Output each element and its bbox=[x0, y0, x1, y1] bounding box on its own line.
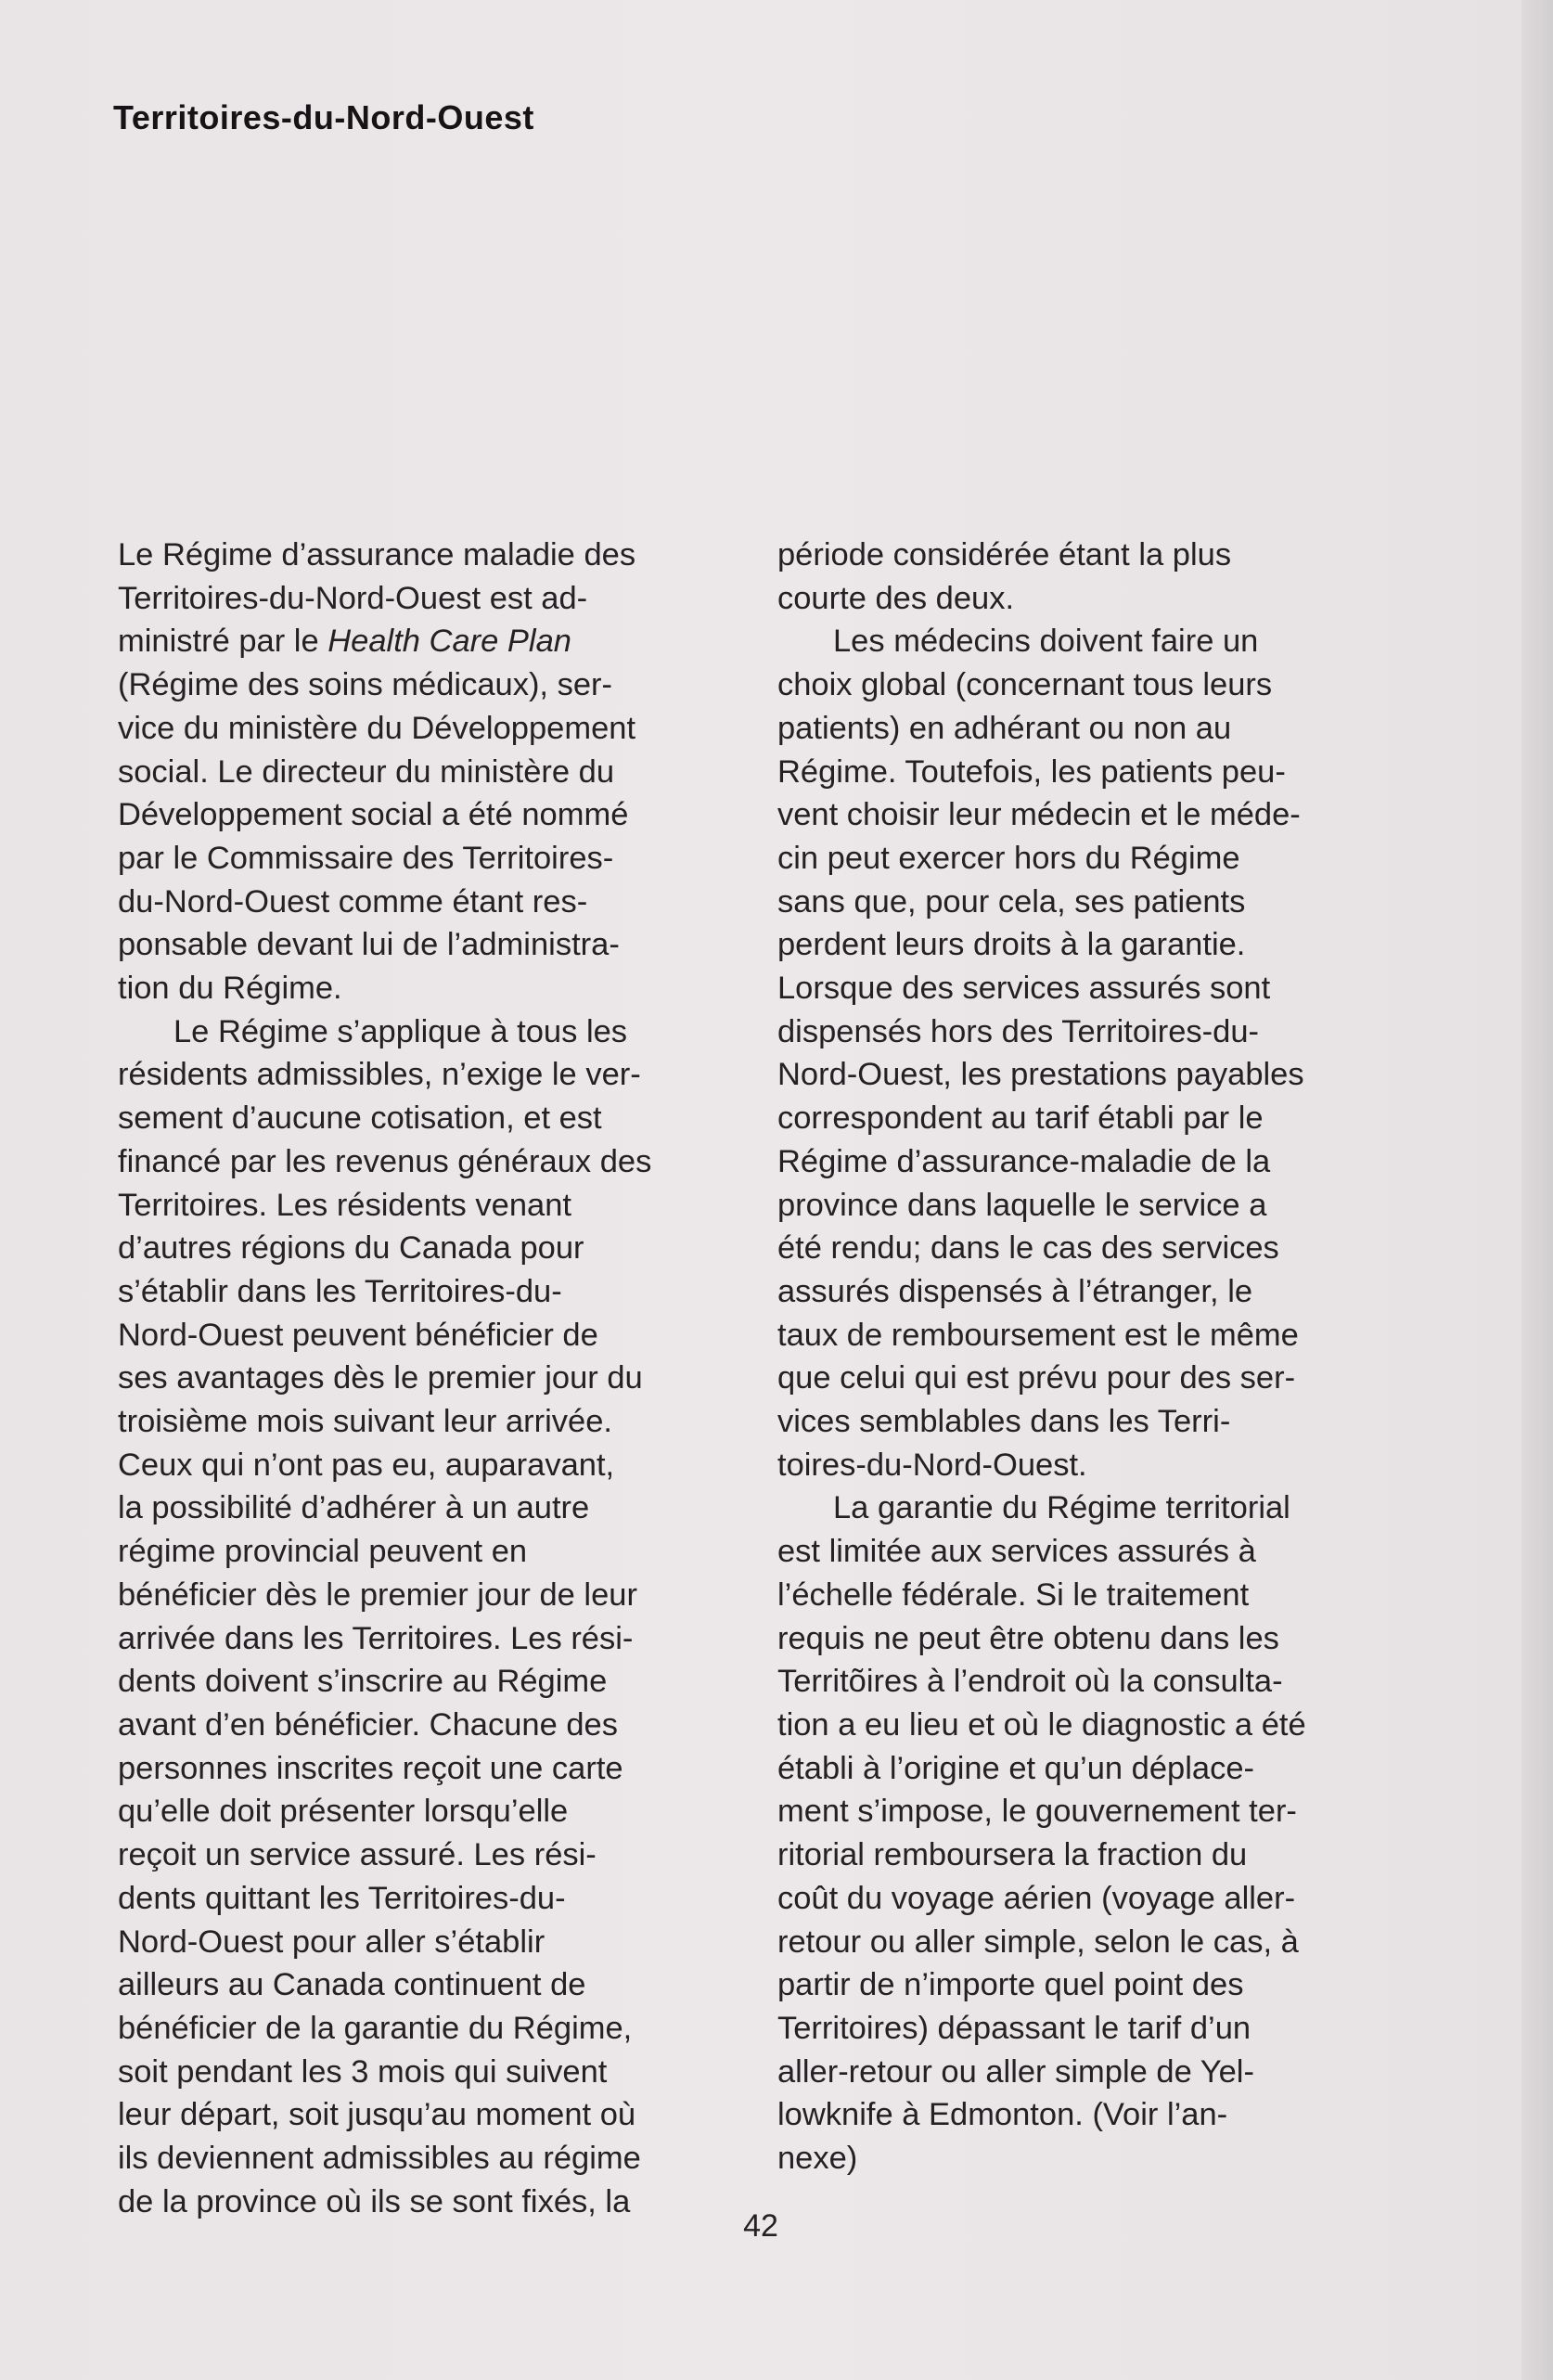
italic-title: Health Care Plan bbox=[327, 624, 571, 660]
page-number: 42 bbox=[743, 2208, 778, 2244]
text-run: (Régime des soins médicaux), ser- vice du ministère du Développement social. Le directeur du ministère du Développement social a été nommé par le Commissaire des Territoires- du-Nord-Ouest comme étant res- ponsable devant lui de l’administra- tion du Régime. bbox=[118, 667, 636, 1007]
running-head: Territoires-du-Nord-Ouest bbox=[113, 98, 534, 136]
page-edge-shadow bbox=[1521, 0, 1553, 2380]
left-column bbox=[118, 534, 749, 2223]
paragraph: période considérée étant la plus courte des deux. bbox=[777, 537, 1232, 616]
paragraph: Les médecins doivent faire un choix global (concernant tous leurs patients) en adhérant ou non au Régime. Toutefois, les patients peu- vent choisir leur médecin et le méde- cin peut exercer hors du Régime sans que, pour cela, ses patients perdent leurs droits à la garantie. Lorsque des services assurés sont dispensés hors des Territoires-du- Nord-Ouest, les prestations payables correspondent au tarif établi par le Régime d’assurance-maladie de la province dans laquelle le service a été rendu; dans le cas des services assurés dispensés à l’étranger, le taux de remboursement est le même que celui qui est prévu pour des ser- vices semblables dans les Terri- toires-du-Nord-Ouest. bbox=[777, 624, 1304, 1483]
paragraph: Le Régime s’applique à tous les résidents admissibles, n’exige le ver- sement d’aucune cotisation, et est financé par les revenus généraux des Territoires. Les résidents venant d’autres régions du Canada pour s’établir dans les Territoires-du- Nord-Ouest peuvent bénéficier de ses avantages dès le premier jour du troisième mois suivant leur arrivée. Ceux qui n’ont pas eu, auparavant, la possibilité d’adhérer à un autre régime provincial peuvent en bénéficier dès le premier jour de leur arrivée dans les Territoires. Les rési- dents doivent s’inscrire au Régime avant d’en bénéficier. Chacune des personnes inscrites reçoit une carte qu’elle doit présenter lorsqu’elle reçoit un service assuré. Les rési- dents quittant les Territoires-du- Nord-Ouest pour aller s’établir ailleurs au Canada continuent de bénéficier de la garantie du Régime, soit pendant les 3 mois qui suivent leur départ, soit jusqu’au moment où ils deviennent admissibles au régime de la province où ils se sont fixés, la bbox=[118, 1013, 652, 2219]
right-column bbox=[777, 534, 1408, 2181]
paragraph: La garantie du Régime territorial est limitée aux services assurés à l’échelle fédérale. Si le traitement requis ne peut être obtenu dans les Territõires à l’endroit où la consulta- tion a eu lieu et où le diagnostic a été établi à l’origine et qu’un déplace- ment s’impose, le gouvernement ter- ritorial remboursera la fraction du coût du voyage aérien (voyage aller- retour ou aller simple, selon le cas, à partir de n’importe quel point des Territoires) dépassant le tarif d’un aller-retour ou aller simple de Yel- lowknife à Edmonton. (Voir l’an- nexe) bbox=[777, 1490, 1306, 2177]
text-run: Le Régime d’assurance maladie des Territoires-du-Nord-Ouest est ad- ministré par le bbox=[118, 537, 636, 660]
paragraph bbox=[118, 534, 749, 1010]
